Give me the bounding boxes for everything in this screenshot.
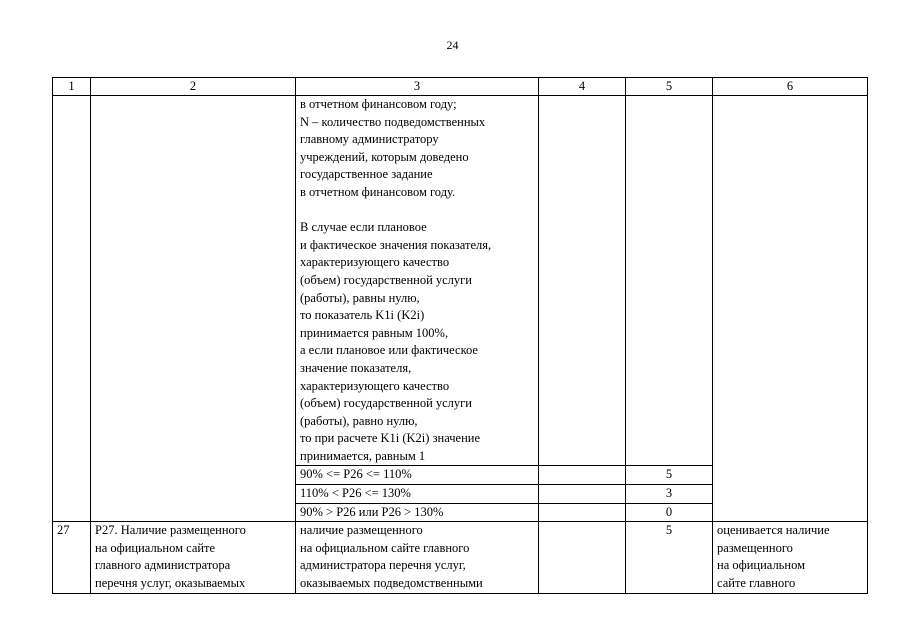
text-line: (работы), равны нулю, <box>300 290 420 305</box>
text-line: оказываемых подведомственными <box>300 576 483 591</box>
text-line: В случае если плановое <box>300 220 427 235</box>
header-col-2: 2 <box>91 78 296 96</box>
text-line: главному администратору <box>300 132 439 147</box>
text-line: характеризующего качество <box>300 255 450 270</box>
text-line: оценивается наличие <box>717 523 830 538</box>
sub-criterion-text: 110% < P26 <= 130% <box>296 485 539 504</box>
text-line: а если плановое или фактическое <box>300 343 478 358</box>
cont-formula-cell <box>296 96 539 466</box>
text-line: главного администратора <box>95 558 231 573</box>
header-row <box>53 78 868 96</box>
cont-name-cell <box>91 96 296 522</box>
text-line: значение показателя, <box>300 360 412 375</box>
row-27-score: 5 <box>626 522 713 593</box>
header-col-4: 4 <box>539 78 626 96</box>
header-col-6: 6 <box>713 78 868 96</box>
header-col-1: 1 <box>53 78 91 96</box>
text-line: принимается, равным 1 <box>300 448 426 463</box>
sub-criterion-score: 0 <box>626 503 713 522</box>
sub-criterion-text: 90% <= P26 <= 110% <box>296 466 539 485</box>
sub-criterion-score: 5 <box>626 466 713 485</box>
header-col-3: 3 <box>296 78 539 96</box>
text-line: наличие размещенного <box>300 523 423 538</box>
page-number: 24 <box>446 38 459 52</box>
text-line: принимается равным 100%, <box>300 325 449 340</box>
text-line: то показатель K1i (K2i) <box>300 308 425 323</box>
row-27-formula <box>296 522 539 593</box>
text-line: государственное задание <box>300 167 433 182</box>
sub-criterion-score: 3 <box>626 485 713 504</box>
text-line: сайте главного <box>717 576 796 591</box>
text-line: P27. Наличие размещенного <box>95 523 246 538</box>
text-line: на официальном <box>717 558 805 573</box>
row-27-note <box>713 522 868 593</box>
text-line: то при расчете K1i (K2i) значение <box>300 431 481 446</box>
cont-score-cell <box>626 96 713 466</box>
text-line: характеризующего качество <box>300 378 450 393</box>
criteria-table <box>52 77 868 594</box>
sub-criterion-text: 90% > P26 или P26 > 130% <box>296 503 539 522</box>
cont-number-cell <box>53 96 91 522</box>
row-27-col4 <box>539 522 626 593</box>
header-col-5: 5 <box>626 78 713 96</box>
text-line: (объем) государственной услуги <box>300 396 472 411</box>
text-line: в отчетном финансовом году; <box>300 97 457 111</box>
text-line: администратора перечня услуг, <box>300 558 466 573</box>
text-line: в отчетном финансовом году. <box>300 184 456 199</box>
row-27-number: 27 <box>53 522 91 593</box>
text-line: (работы), равно нулю, <box>300 413 418 428</box>
text-line: на официальном сайте главного <box>300 540 470 555</box>
continuation-row <box>53 96 868 466</box>
text-line: на официальном сайте <box>95 540 216 555</box>
row-27 <box>53 522 868 593</box>
text-line: перечня услуг, оказываемых <box>95 576 246 591</box>
sub-criterion-col4 <box>539 503 626 522</box>
sub-criterion-col4 <box>539 466 626 485</box>
text-line: и фактическое значения показателя, <box>300 237 492 252</box>
blank-line <box>300 202 534 220</box>
cont-note-cell <box>713 96 868 522</box>
text-line: размещенного <box>717 540 793 555</box>
text-line: учреждений, которым доведено <box>300 149 469 164</box>
sub-criterion-col4 <box>539 485 626 504</box>
text-line: N – количество подведомственных <box>300 114 486 129</box>
text-line: (объем) государственной услуги <box>300 272 472 287</box>
cont-col4-cell <box>539 96 626 466</box>
row-27-name <box>91 522 296 593</box>
